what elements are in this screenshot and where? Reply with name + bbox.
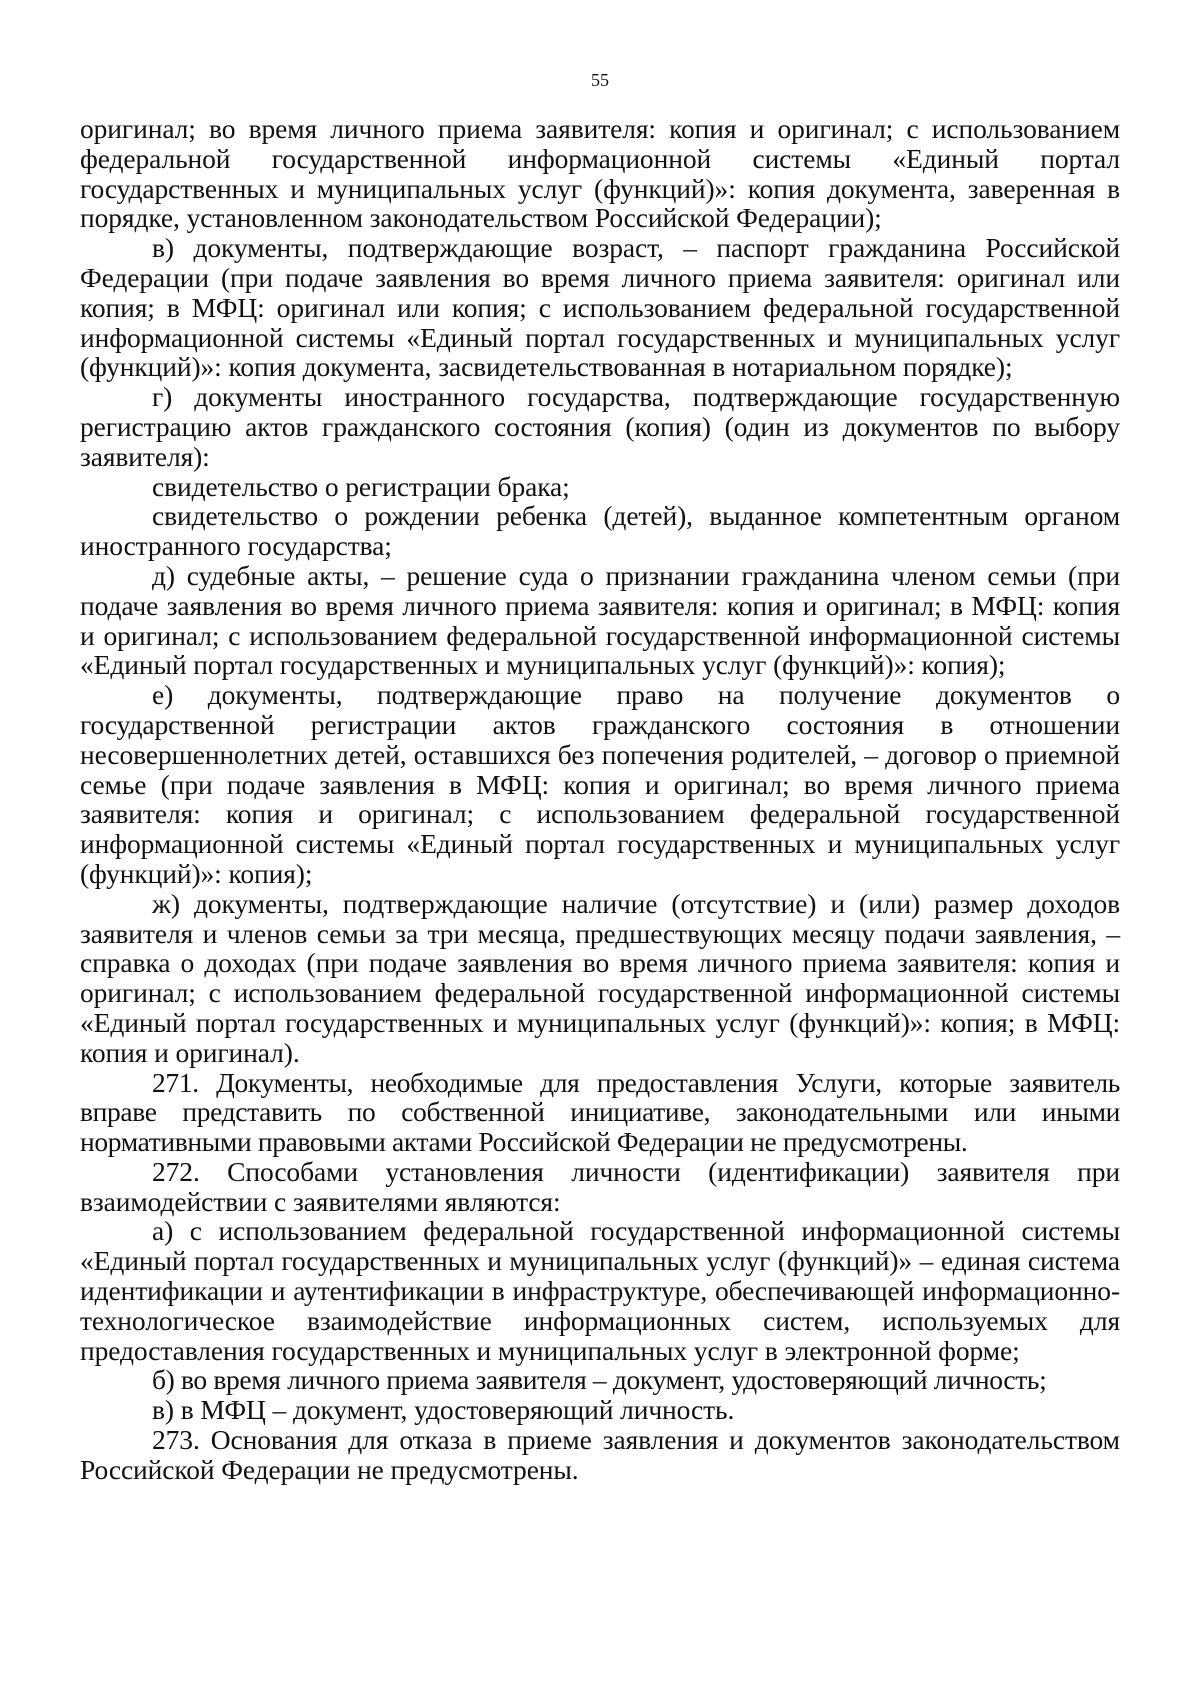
paragraph-item-a-identification: а) с использованием федеральной государственной информационной системы «Единый портал государственных и муниципальных услуг (функций)» – единая система идентификации и аутентификации в инфраструктуре, обеспечивающей информационно-технологическое взаимодействие информационных систем, используемых для предоставления государственных и муниципальных услуг в электронной форме; [80, 1215, 1120, 1366]
paragraph-item-zh-income: ж) документы, подтверждающие наличие (отсутствие) и (или) размер доходов заявителя и членов семьи за три месяца, предшествующих месяцу подачи заявления, – справка о доходах (при подаче заявления во время личного приема заявителя: копия и оригинал; с использованием федеральной государственной информационной системы «Единый портал государственных и муниципальных услуг (функций)»: копия; в МФЦ: копия и оригинал). [80, 887, 1120, 1068]
paragraph-item-b-personal-reception: б) во время личного приема заявителя – документ, удостоверяющий личность; [152, 1364, 1047, 1396]
paragraph-item-g-foreign-documents: г) документы иностранного государства, подтверждающие государственную регистрацию актов гражданского состояния (копия) (один из документов по выбору заявителя): [80, 381, 1120, 472]
paragraph-continuation: оригинал; во время личного приема заявителя: копия и оригинал; с использованием федеральной государственной информационной системы «Единый портал государственных и муниципальных услуг (функций)»: копия документа, заверенная в порядке, установленном законодательством Российской Федерации); [80, 113, 1120, 234]
paragraph-clause-273: 273. Основания для отказа в приеме заявления и документов законодательством Российской Федерации не предусмотрены. [80, 1424, 1120, 1485]
paragraph-item-e-foster-family: е) документы, подтверждающие право на получение документов о государственной регистрации актов гражданского состояния в отношении несовершеннолетних детей, оставшихся без попечения родителей, – договор о приемной семье (при подаче заявления в МФЦ: копия и оригинал; во время личного приема заявителя: копия и оригинал; с использованием федеральной государственной информационной системы «Единый портал государственных и муниципальных услуг (функций)»: копия); [80, 679, 1120, 889]
document-body [80, 114, 1120, 1485]
paragraph-birth-certificate: свидетельство о рождении ребенка (детей), выданное компетентным органом иностранного государства; [80, 500, 1120, 562]
paragraph-item-v-mfc: в) в МФЦ – документ, удостоверяющий личность. [152, 1394, 735, 1426]
paragraph-clause-271: 271. Документы, необходимые для предоставления Услуги, которые заявитель вправе представить по собственной инициативе, законодательными или иными нормативными правовыми актами Российской Федерации не предусмотрены. [80, 1066, 1120, 1158]
paragraph-item-d-court-acts: д) судебные акты, – решение суда о признании гражданина членом семьи (при подаче заявления во время личного приема заявителя: копия и оригинал; в МФЦ: копия и оригинал; с использованием федеральной государственной информационной системы «Единый портал государственных и муниципальных услуг (функций)»: копия); [80, 559, 1120, 681]
paragraph-marriage-certificate: свидетельство о регистрации брака; [152, 470, 570, 502]
paragraph-clause-272: 272. Способами установления личности (идентификации) заявителя при взаимодействии с заявителями являются: [80, 1155, 1120, 1217]
page-number: 55 [591, 70, 609, 90]
paragraph-item-v-age-documents: в) документы, подтверждающие возраст, – паспорт гражданина Российской Федерации (при подаче заявления во время личного приема заявителя: оригинал или копия; в МФЦ: оригинал или копия; с использованием федеральной государственной информационной системы «Единый портал государственных и муниципальных услуг (функций)»: копия документа, засвидетельствованная в нотариальном порядке); [80, 232, 1120, 383]
